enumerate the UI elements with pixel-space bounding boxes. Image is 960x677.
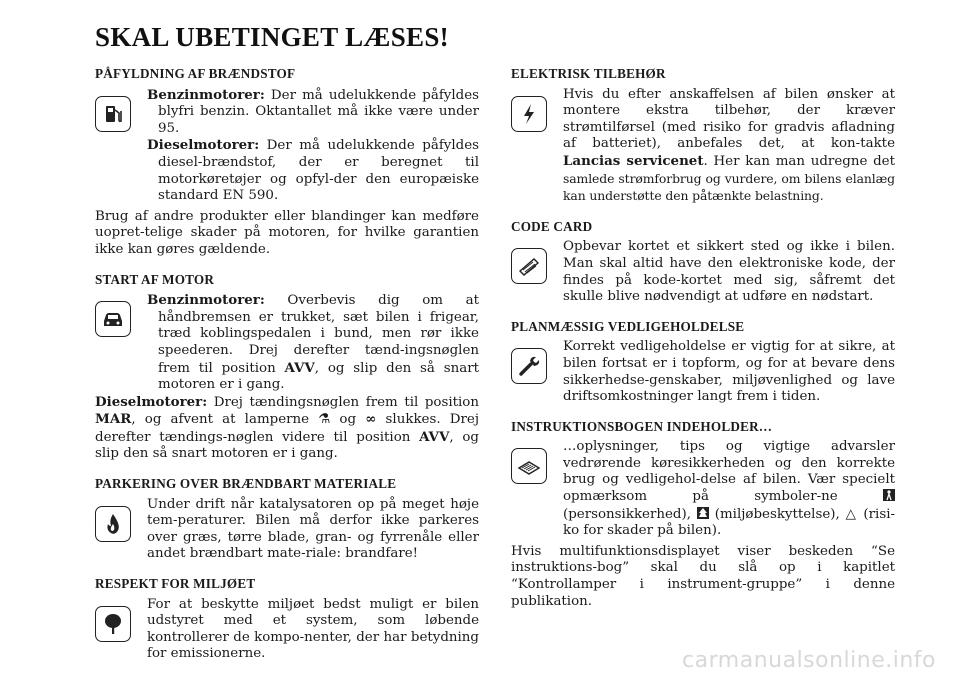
section-electrical: ELEKTRISK TILBEHØR Hvis du efter anskaffelsen af bilen ønsker at montere ekstra tilbehør, der kræver strømtilførsel (med risiko for gradvis afladning af batteriet), anbefales det, at kon-takte Lancias servicenet. Her kan man udregne det samlede strømforbrug og vurdere, om bilens elanlæg kan understøtte den påtænkte belastning. bbox=[511, 66, 895, 204]
section-manual: INSTRUKTIONSBOGEN INDEHOLDER… …oplysninger, tips og vigtige advarsler vedrørende køresikkerheden og den korrekte brug og vedligehol-delse af bilen. Vær specielt opmærksom på symboler-ne (personsikkerhed), (miljøbeskyttelse), △ (risi-ko for skader på bilen). Hvis multifunktionsdisplayet viser beskeden “Se instruktions-bog” skal du slå op i kapitlet “Kontrollamper i instrument-gruppe” i denne publikation. bbox=[511, 418, 896, 609]
fuel-pump-icon bbox=[95, 96, 131, 132]
fuel-note: Brug af andre produkter eller blandinger kan medføre uopret-telige skader på motoren, for hvilke garantien ikke kan gøres gældende. bbox=[95, 208, 479, 257]
vehicle-damage-icon: △ bbox=[845, 505, 858, 522]
manual-note: Hvis multifunktionsdisplayet viser beskeden “Se instruktions-bog” skal du slå op i kapitlet “Kontrollamper i instrument-gruppe” i denne publikation. bbox=[511, 543, 895, 609]
section-codecard: CODE CARD Opbevar kortet et sikkert sted og ikke i bilen. Man skal altid have den elektroniske kode, der findes på kode-kortet med sig, såfremt det skulle blive nødvendigt at udføre en nødstart. bbox=[511, 218, 895, 305]
section-start: START AF MOTOR Benzinmotorer: Overbevis dig om at håndbremsen er trukket, sæt bilen i frigear, træd koblingspedalen i bund, men rør ikke speederen. Drej derefter tænd-ingsnøglen frem til position AVV, og slip den så snart motoren er i gang. Dieselmotorer: Drej tændingsnøglen frem til position MAR, og afvent at lamperne ⚗ og ∞ slukkes. Drej derefter tændings-nøglen videre til position AVV, og slip den så snart motoren er i gang. bbox=[95, 271, 480, 462]
heading-environment: RESPEKT FOR MILJØET bbox=[95, 576, 256, 592]
heading-manual: INSTRUKTIONSBOGEN INDEHOLDER… bbox=[511, 418, 773, 434]
fire-icon bbox=[95, 506, 131, 542]
heading-start: START AF MOTOR bbox=[95, 271, 215, 287]
heading-parking: PARKERING OVER BRÆNDBART MATERIALE bbox=[95, 476, 397, 492]
tree-icon bbox=[95, 606, 131, 642]
left-column bbox=[95, 66, 479, 676]
personal-safety-icon bbox=[883, 489, 895, 501]
car-icon bbox=[95, 301, 131, 337]
heading-codecard: CODE CARD bbox=[511, 218, 593, 234]
lightning-icon bbox=[511, 96, 547, 132]
book-icon bbox=[511, 448, 547, 484]
glow-plug-icon: ∞ bbox=[365, 411, 377, 428]
code-card-icon bbox=[511, 248, 547, 284]
section-environment: RESPEKT FOR MILJØET For at beskytte miljøet bedst muligt er bilen udstyret med et system, som løbende kontrollerer de kompo-nenter, der har betydning for emissionerne. bbox=[95, 576, 479, 662]
page-title: SKAL UBETINGET LÆSES! bbox=[95, 22, 449, 52]
heading-electrical: ELEKTRISK TILBEHØR bbox=[511, 66, 666, 81]
section-fuel: PÅFYLDNING AF BRÆNDSTOF Benzinmotorer: Der må udelukkende påfyldes blyfri benzin. Oktantallet må ikke være under 95. Dieselmotorer: Der må udelukkende påfyldes diesel-brændstof, der er beregnet til motorkøretøjer og opfyl-der den europæiske standard EN 590. Brug af andre produkter eller blandinger kan medføre uopret-telige skader på motoren, for hvilke garantien ikke kan gøres gældende. bbox=[95, 66, 479, 257]
heading-fuel: PÅFYLDNING AF BRÆNDSTOF bbox=[95, 66, 296, 81]
heading-maintenance: PLANMÆSSIG VEDLIGEHOLDELSE bbox=[511, 318, 745, 334]
environment-protection-icon bbox=[697, 507, 709, 519]
watermark: carmanualsonline.info bbox=[682, 648, 936, 673]
wrench-icon bbox=[511, 348, 547, 384]
warning-lamp-icon: ⚗ bbox=[318, 412, 331, 428]
section-parking: PARKERING OVER BRÆNDBART MATERIALE Under drift når katalysatoren op på meget høje tem-peraturer. Bilen må derfor ikke parkeres over græs, tørre blade, gran- og fyrrenåle eller andet brændbart mate-riale: brandfare! bbox=[95, 476, 479, 562]
right-column bbox=[511, 66, 895, 623]
section-maintenance: PLANMÆSSIG VEDLIGEHOLDELSE Korrekt vedligeholdelse er vigtig for at sikre, at bilen fortsat er i topform, og for at bevare dens sikkerhedse-genskaber, miljøvenlighed og lave driftsomkostninger langt frem i tiden. bbox=[511, 318, 895, 405]
